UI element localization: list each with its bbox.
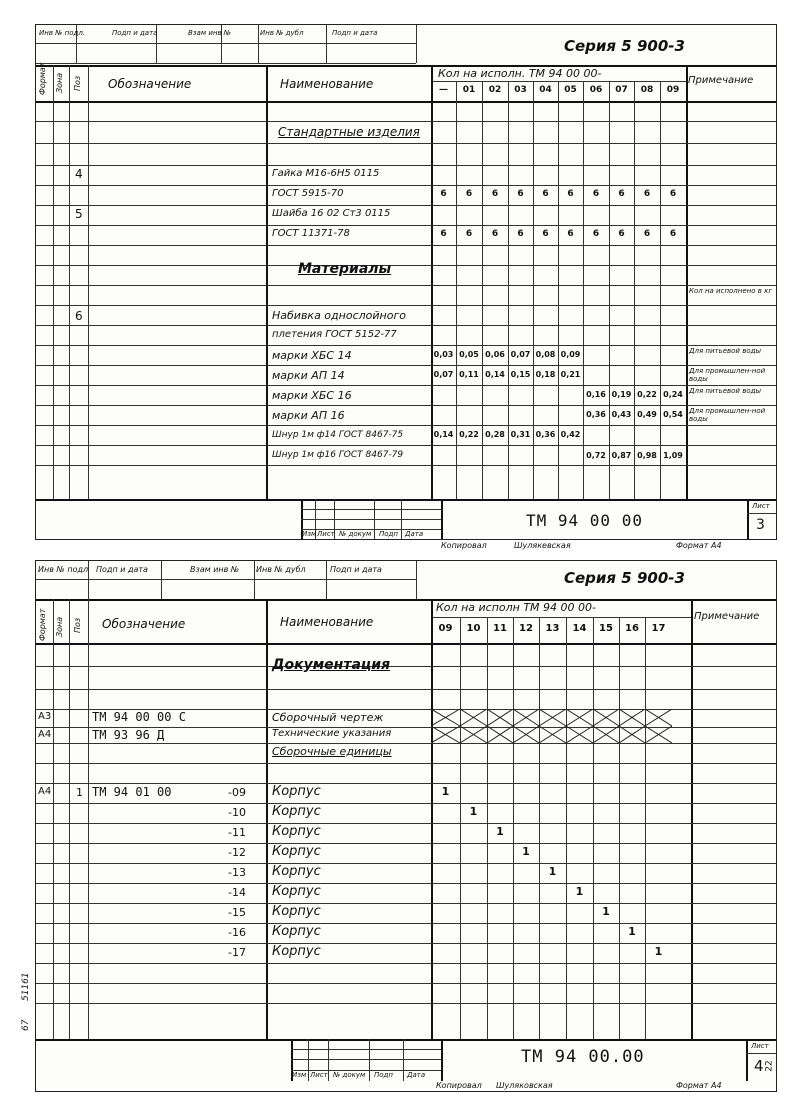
qty-cell: 0,16: [586, 390, 606, 399]
pos-number: 6: [75, 309, 83, 323]
sheet-4: [21, 560, 777, 1092]
copied-label: Копировал: [436, 1081, 482, 1090]
copier-name: Шулякевская: [514, 541, 571, 550]
unit-name: Корпус: [272, 784, 321, 799]
item-name: Гайка М16-6Н5 0115: [272, 168, 380, 179]
row-line: [36, 185, 776, 186]
stamp-divider: [326, 25, 327, 63]
zone-header: Зона: [55, 616, 64, 637]
row-line: [36, 963, 776, 964]
format-header: Формат: [38, 608, 47, 641]
row-line: [36, 743, 776, 744]
doc-designation: ТМ 94 00 00: [526, 511, 643, 530]
exec-col-line: [593, 617, 594, 1039]
exec-label: 09: [666, 85, 680, 95]
unit-suffix: -09: [228, 786, 246, 799]
exec-label: 01: [462, 85, 476, 95]
stamp-divider: [88, 561, 89, 599]
tb-label: Подп: [379, 530, 398, 538]
stamp-divider: [258, 25, 259, 63]
row-line: [36, 143, 776, 144]
tb-label: Подп: [374, 1071, 393, 1079]
name-header: Наименование: [280, 77, 374, 91]
row-line: [36, 883, 776, 884]
corner-number: 22: [764, 1060, 775, 1072]
format-header: Формат: [38, 62, 47, 95]
row-line: [36, 365, 776, 366]
note-text: Для питьевой воды: [689, 347, 761, 355]
stamp-divider: [161, 561, 162, 599]
row-line: [36, 763, 776, 764]
sheet-number: 4: [754, 1057, 764, 1075]
qty-cell: 6: [440, 189, 447, 199]
unit-qty: 1: [522, 845, 530, 858]
row-line: [36, 165, 776, 166]
col-line: [431, 599, 433, 1039]
designation-header: Обозначение: [108, 77, 192, 91]
qty-cell: 0,15: [510, 370, 531, 379]
unit-suffix: -11: [228, 826, 246, 839]
format-label: Формат А4: [676, 541, 722, 550]
qty-cell: 0,36: [586, 410, 606, 419]
stamp-line: [36, 579, 416, 580]
tb-label: Лист: [310, 1071, 328, 1079]
note-text: Кол на исполнено в кг: [689, 287, 772, 295]
doc-designation: ТМ 93 96 Д: [92, 728, 165, 742]
pos-number: 4: [75, 167, 83, 181]
stamp-label: Инв № подл.: [39, 29, 86, 37]
stamp-label: Взам инв №: [188, 29, 232, 37]
unit-name: Корпус: [272, 844, 321, 859]
doc-designation: ТМ 94 00 00 С: [92, 710, 186, 724]
doc-format: А4: [38, 729, 52, 740]
qty-cell: 0,31: [510, 430, 531, 439]
header-top-line: [36, 599, 776, 601]
unit-pos: 1: [76, 786, 83, 799]
row-line: [36, 325, 776, 326]
qty-cell: 0,21: [560, 370, 581, 379]
row-line: [36, 843, 776, 844]
qty-cell: 6: [643, 229, 651, 239]
stamp-divider: [326, 561, 327, 599]
qty-cell: 6: [567, 189, 574, 199]
qty-cell: 6: [669, 189, 677, 199]
qty-cell: 0,07: [510, 350, 531, 359]
exec-label: 05: [564, 85, 577, 95]
exec-label: 07: [615, 85, 628, 95]
row-line: [36, 823, 776, 824]
qty-cell: 0,87: [611, 451, 632, 460]
row-line: [36, 943, 776, 944]
exec-label: —: [439, 85, 448, 95]
stamp-label: Подп и дата: [330, 565, 382, 574]
qty-cell: 0,19: [611, 390, 632, 399]
pos-number: 5: [75, 207, 83, 221]
note-text: Для промышлен-ной воды: [689, 367, 766, 383]
unit-qty: 1: [575, 885, 584, 898]
item-name: марки АП 16: [272, 409, 345, 422]
stamp-label: Подп и дата: [96, 565, 148, 574]
item-name: Шнур 1м ф14 ГОСТ 8467-75: [272, 430, 404, 440]
unit-name: Корпус: [272, 824, 321, 839]
qty-header: Кол на исполн. ТМ 94 00 00-: [438, 67, 602, 80]
exec-label: 11: [493, 623, 507, 634]
col-line: [686, 65, 688, 499]
stamp-line: [36, 43, 416, 44]
qty-cell: 6: [465, 229, 473, 239]
row-line: [36, 983, 776, 984]
exec-col-line: [513, 617, 514, 1039]
tb-label: № докум: [333, 1071, 366, 1079]
unit-qty: 1: [628, 925, 636, 938]
format-label: Формат А4: [676, 1081, 722, 1090]
unit-designation: ТМ 94 01 00: [92, 785, 172, 799]
qty-cell: 6: [440, 229, 447, 239]
item-name: марки АП 14: [272, 369, 345, 382]
exec-label: 17: [651, 623, 666, 634]
tb-label: Изм: [302, 530, 317, 538]
qty-cell: 0,54: [663, 410, 683, 419]
row-line: [36, 305, 776, 306]
note-header: Примечание: [694, 611, 760, 622]
qty-cell: 0,43: [611, 410, 632, 419]
row-line: [36, 445, 776, 446]
exec-label: 15: [599, 623, 613, 634]
tb-label: Дата: [405, 530, 424, 538]
note-header: Примечание: [688, 75, 754, 86]
col-line: [266, 599, 268, 1039]
qty-cell: 0,36: [535, 430, 556, 439]
row-line: [36, 405, 776, 406]
stamp-label: Инв № дубл: [256, 565, 306, 574]
header-top-line: [36, 65, 776, 67]
qty-cell: 6: [618, 229, 625, 239]
exec-label: 10: [466, 623, 481, 634]
unit-name: Корпус: [272, 904, 321, 919]
title-block: [291, 1039, 776, 1081]
stamp-divider: [416, 25, 417, 63]
exec-col-line: [460, 617, 461, 1039]
designation-header: Обозначение: [102, 617, 186, 631]
item-name: Шнур 1м ф16 ГОСТ 8467-79: [272, 450, 404, 460]
unit-suffix: -10: [228, 806, 246, 819]
sheet-label: Лист: [751, 1042, 769, 1050]
row-line: [36, 863, 776, 864]
row-line: [36, 385, 776, 386]
row-line: [36, 689, 776, 690]
unit-name: Корпус: [272, 804, 321, 819]
exec-col-line: [539, 617, 540, 1039]
qty-header: Кол на испoлн ТМ 94 00 00-: [436, 601, 596, 614]
doc-designation: ТМ 94 00.00: [521, 1047, 645, 1067]
unit-name: Корпус: [272, 924, 321, 939]
item-name: Шайба 16 02 Ст3 0115: [272, 208, 391, 219]
col-line: [69, 599, 70, 1039]
row-line: [36, 425, 776, 426]
col-line: [69, 65, 70, 499]
not-applicable-crosses: [431, 709, 672, 743]
section-standard: Стандартные изделия: [278, 125, 420, 139]
qty-cell: 6: [643, 189, 651, 199]
header-bottom-line: [36, 643, 776, 645]
tb-label: Изм: [292, 1071, 307, 1079]
stamp-divider: [416, 561, 417, 599]
exec-label: 06: [589, 85, 603, 95]
stamp-label: Взам инв №: [190, 565, 240, 574]
col-line: [266, 65, 268, 499]
section-units: Сборочные единицы: [272, 745, 392, 758]
qty-cell: 6: [491, 189, 499, 199]
row-line: [36, 285, 776, 286]
qty-cell: 0,42: [560, 430, 581, 439]
doc-name: Технические указания: [272, 728, 392, 739]
qty-cell: 1,09: [663, 451, 683, 460]
row-line: [36, 803, 776, 804]
exec-col-line: [566, 617, 567, 1039]
exec-label: 04: [539, 85, 552, 95]
exec-label: 14: [572, 623, 587, 634]
exec-label: 09: [438, 623, 453, 634]
stamp-label: Инв № дубл: [260, 29, 304, 37]
qty-cell: 6: [542, 189, 549, 199]
unit-qty: 1: [441, 785, 450, 798]
qty-cell: 6: [491, 229, 499, 239]
unit-format: А4: [38, 786, 52, 797]
qty-cell: 0,07: [433, 370, 454, 379]
qty-cell: 6: [592, 189, 600, 199]
qty-cell: 0,49: [637, 410, 657, 419]
doc-format: А3: [38, 711, 52, 722]
qty-cell: 0,11: [459, 370, 479, 379]
exec-col-line: [645, 617, 646, 1039]
qty-cell: 6: [592, 229, 600, 239]
pos-header: Поз: [73, 75, 82, 91]
row-line: [36, 225, 776, 226]
name-header: Наименование: [280, 615, 374, 629]
item-name: марки ХБС 16: [272, 389, 352, 402]
exec-label: 12: [519, 623, 533, 634]
row-line: [36, 121, 776, 122]
qty-cell: 0,03: [433, 350, 454, 359]
qty-cell: 0,22: [637, 390, 657, 399]
qty-cell: 0,28: [485, 430, 505, 439]
copied-label: Копировал: [441, 541, 487, 550]
stamp-divider: [254, 561, 255, 599]
stamp-label: Подп и дата: [332, 29, 378, 37]
col-line: [691, 599, 693, 1039]
sheet-number: 3: [756, 517, 765, 533]
qty-cell: 0,14: [433, 430, 454, 439]
stamp-label: Подп и дата: [112, 29, 158, 37]
series-label: Серия 5 900-3: [564, 37, 685, 55]
sheet-label: Лист: [752, 502, 770, 510]
unit-suffix: -14: [228, 886, 246, 899]
row-line: [36, 1003, 776, 1004]
qty-cell: 0,05: [459, 350, 479, 359]
tb-label: Лист: [317, 530, 335, 538]
row-line: [36, 783, 776, 784]
row-line: [36, 265, 776, 266]
unit-qty: 1: [496, 825, 504, 838]
col-line: [53, 599, 54, 1039]
stamp-label: Инв № подл: [38, 565, 89, 574]
qty-cell: 6: [517, 229, 524, 239]
row-line: [36, 205, 776, 206]
qty-cell: 6: [669, 229, 677, 239]
qty-cell: 0,06: [485, 350, 505, 359]
section-docs: Документация: [272, 657, 391, 673]
row-line: [36, 666, 776, 667]
exec-col-line: [619, 617, 620, 1039]
unit-suffix: -12: [228, 846, 246, 859]
unit-suffix: -13: [228, 866, 246, 879]
row-line: [36, 923, 776, 924]
item-name: марки ХБС 14: [272, 349, 352, 362]
doc-name: Сборочный чертеж: [272, 711, 384, 724]
col-line: [88, 65, 89, 499]
side-mark: 67: [21, 1019, 31, 1031]
unit-qty: 1: [654, 945, 663, 958]
qty-cell: 0,98: [637, 451, 657, 460]
item-name: Набивка однослойного: [272, 309, 406, 322]
col-line: [88, 599, 89, 1039]
qty-cell: 6: [465, 189, 473, 199]
qty-cell: 0,09: [560, 350, 581, 359]
item-name: плетения ГОСТ 5152-77: [272, 329, 397, 340]
row-line: [36, 345, 776, 346]
unit-qty: 1: [469, 805, 478, 818]
exec-label: 02: [488, 85, 502, 95]
qty-cell: 0,72: [586, 451, 606, 460]
item-name: ГОСТ 11371-78: [272, 228, 350, 239]
row-line: [36, 903, 776, 904]
unit-name: Корпус: [272, 864, 321, 879]
unit-name: Корпус: [272, 944, 321, 959]
exec-label: 03: [514, 85, 527, 95]
note-text: Для питьевой воды: [689, 387, 761, 395]
note-text: Для промышлен-ной воды: [689, 407, 766, 423]
qty-cell: 6: [618, 189, 625, 199]
unit-name: Корпус: [272, 884, 321, 899]
qty-cell: 0,24: [663, 390, 683, 399]
tb-label: Дата: [407, 1071, 426, 1079]
qty-cell: 0,14: [485, 370, 505, 379]
row-line: [36, 465, 776, 466]
unit-suffix: -15: [228, 906, 246, 919]
qty-cell: 0,08: [535, 350, 556, 359]
section-materials: Материалы: [298, 261, 392, 277]
title-block: [301, 499, 776, 539]
pos-header: Поз: [73, 617, 82, 633]
unit-qty: 1: [602, 905, 610, 918]
side-mark: 51161: [21, 972, 31, 1001]
qty-cell: 6: [542, 229, 549, 239]
exec-label: 13: [545, 623, 560, 634]
copier-name: Шуляковская: [496, 1081, 553, 1090]
row-line: [36, 245, 776, 246]
qty-cell: 0,22: [459, 430, 479, 439]
sheet-3: [35, 24, 777, 550]
series-label: Серия 5 900-3: [564, 569, 685, 587]
exec-label: 16: [625, 623, 639, 634]
exec-label: 08: [640, 85, 654, 95]
zone-header: Зона: [55, 72, 64, 93]
item-name: ГОСТ 5915-70: [272, 188, 344, 199]
qty-cell: 6: [517, 189, 524, 199]
unit-qty: 1: [548, 865, 557, 878]
tb-label: № докум: [339, 530, 372, 538]
unit-suffix: -16: [228, 926, 246, 939]
qty-header-line: [431, 617, 691, 618]
stamp-line: [36, 63, 416, 64]
col-line: [53, 65, 54, 499]
qty-cell: 6: [567, 229, 574, 239]
unit-suffix: -17: [228, 946, 246, 959]
header-bottom-line: [36, 101, 776, 103]
qty-cell: 0,18: [535, 370, 556, 379]
